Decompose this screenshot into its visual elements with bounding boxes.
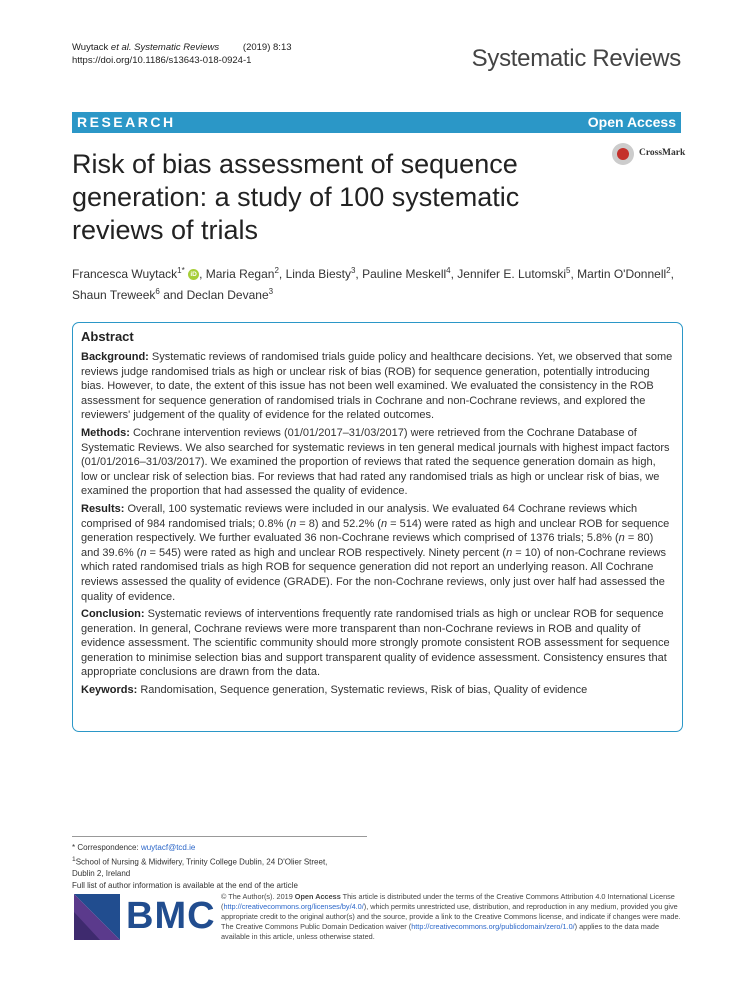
- results-paragraph: Results: Overall, 100 systematic reviews were included in our analysis. We evaluated 64 Cochrane reviews which comprised of 984 randomised trials; 0.8% (n = 8) and 52.2% (n = 514) were rated as high and unclear ROB for sequence generation respectively. We further evaluated 36 non-Cochrane reviews which comprised of 1376 trials; 5.8% (n = 80) and 39.6% (n = 545) were rated as high and unclear ROB respectively. Ninety percent (n = 10) of non-Cochrane reviews which rated randomised trials as high ROB for sequence generation did not report an underlying reason. All Cochrane reviews assessed the quality of evidence (GRADE). For the non-Cochrane reviews, only just over half had assessed the quality of evidence.: [81, 502, 670, 603]
- author-name[interactable]: Pauline Meskell: [362, 267, 447, 281]
- citation-line: Wuytack et al. Systematic Reviews (2019) 8:13: [72, 42, 292, 53]
- author-name[interactable]: Martin O'Donnell: [577, 267, 667, 281]
- abstract-box: [72, 322, 683, 732]
- footnotes: * Correspondence: wuytacf@tcd.ie $^1$School of Nursing & Midwifery, Trinity College Dublin, 24 D'Olier Street, Dublin 2, Ireland Full list of author information is available at the end of the article: [72, 843, 328, 891]
- bmc-logo-icon: [72, 892, 122, 942]
- journal-name: Systematic Reviews: [471, 45, 681, 72]
- email-link[interactable]: wuytacf@tcd.ie: [140, 843, 196, 852]
- crossmark-icon: [612, 143, 634, 165]
- author-name[interactable]: Linda Biesty: [285, 267, 351, 281]
- author-name[interactable]: Shaun Treweek: [72, 288, 156, 302]
- section-banner: [72, 112, 681, 133]
- background-paragraph: Background: Systematic reviews of randomised trials guide policy and healthcare decisions. Yet, we observed that some reviews judge randomised trials as high or unclear risk of bias (ROB) for sequence generation, potentially introducing bias. However, to date, the extent of this issue has not been well examined. We evaluated the consistency in the ROB assessment for sequence generation of randomised trials in Cochrane and non-Cochrane reviews, and explored the reviewers' judgement of the quality of evidence for the related outcomes.: [81, 351, 673, 422]
- article-title: Risk of bias assessment of sequence generation: a study of 100 systematic reviews of trials: [72, 149, 520, 245]
- affiliation: $^1$School of Nursing & Midwifery, Trinity College Dublin, 24 D'Olier Street,: [72, 855, 328, 867]
- cc-by-link[interactable]: http://creativecommons.org/licenses/by/4.0/: [223, 902, 364, 911]
- footnote-divider: [72, 836, 367, 837]
- keywords-paragraph: Keywords: Randomisation, Sequence generation, Systematic reviews, Risk of bias, Quality of evidence: [81, 684, 588, 697]
- author-name[interactable]: Declan Devane: [186, 288, 269, 302]
- orcid-icon[interactable]: iD: [188, 269, 199, 280]
- conclusion-paragraph: Conclusion: Systematic reviews of interventions frequently rate randomised trials as high or unclear ROB for sequence generation. In general, Cochrane reviews were more transparent than non-Cochrane reviews in ROB and quality of evidence assessment. The scientific community should more strongly promote consistent ROB assessment for sequence generation to minimise selection bias and support transparent quality of evidence assessment. Consistency ensures that appropriate conclusions are drawn from the data.: [81, 608, 670, 679]
- methods-paragraph: Methods: Cochrane intervention reviews (01/01/2017–31/03/2017) were retrieved from the Cochrane Database of Systematic Reviews. We also searched for systematic reviews in ten general medical journals with highest impact factors (01/01/2016–31/03/2017). We examined the proportion of reviews that rated the sequence generation domain as high, low or unclear risk of selection bias. For reviews that had rated any randomised trials as high or unclear risk of bias, we examined the proportion that had assessed the quality of evidence.: [81, 426, 670, 498]
- author-name[interactable]: Maria Regan: [205, 267, 275, 281]
- license-text: © The Author(s). 2019 Open Access This article is distributed under the terms of the Creative Commons Attribution 4.0 International License (http://creativecommons.org/licenses/by/4.0/), which permits unrestricted use, distribution, and reproduction in any medium, provided you give appropriate credit to the original author(s) and the source, provide a link to the Creative Commons license, and indicate if changes were made. The Creative Commons Public Domain Dedication waiver (http://creativecommons.org/publicdomain/zero/1.0/) applies to the data made available in this article, unless otherwise stated.: [221, 892, 681, 941]
- bmc-logo[interactable]: BMC: [72, 892, 212, 942]
- doi-link[interactable]: https://doi.org/10.1186/s13643-018-0924-1: [72, 55, 252, 66]
- crossmark-badge[interactable]: CrossMark: [612, 142, 684, 168]
- author-name[interactable]: Francesca Wuytack: [72, 267, 178, 281]
- section-label: RESEARCH: [77, 114, 176, 130]
- abstract-heading: Abstract: [81, 329, 134, 344]
- open-access-label: Open Access: [587, 114, 676, 130]
- correspondence: * Correspondence: wuytacf@tcd.ie: [72, 843, 196, 852]
- cc-zero-link[interactable]: http://creativecommons.org/publicdomain/zero/1.0/: [411, 922, 575, 931]
- running-header: [72, 41, 292, 67]
- author-list: Francesca Wuytack$^{1*}$ iD , Maria Regan$^2$, Linda Biesty$^3$, Pauline Meskell$^4$, Jennifer E. Lutomski$^5$, Martin O'Donnell$^2$, Shaun Treweek$^6$ and Declan Devane$^3$: [72, 266, 674, 302]
- author-name[interactable]: Jennifer E. Lutomski: [457, 267, 567, 281]
